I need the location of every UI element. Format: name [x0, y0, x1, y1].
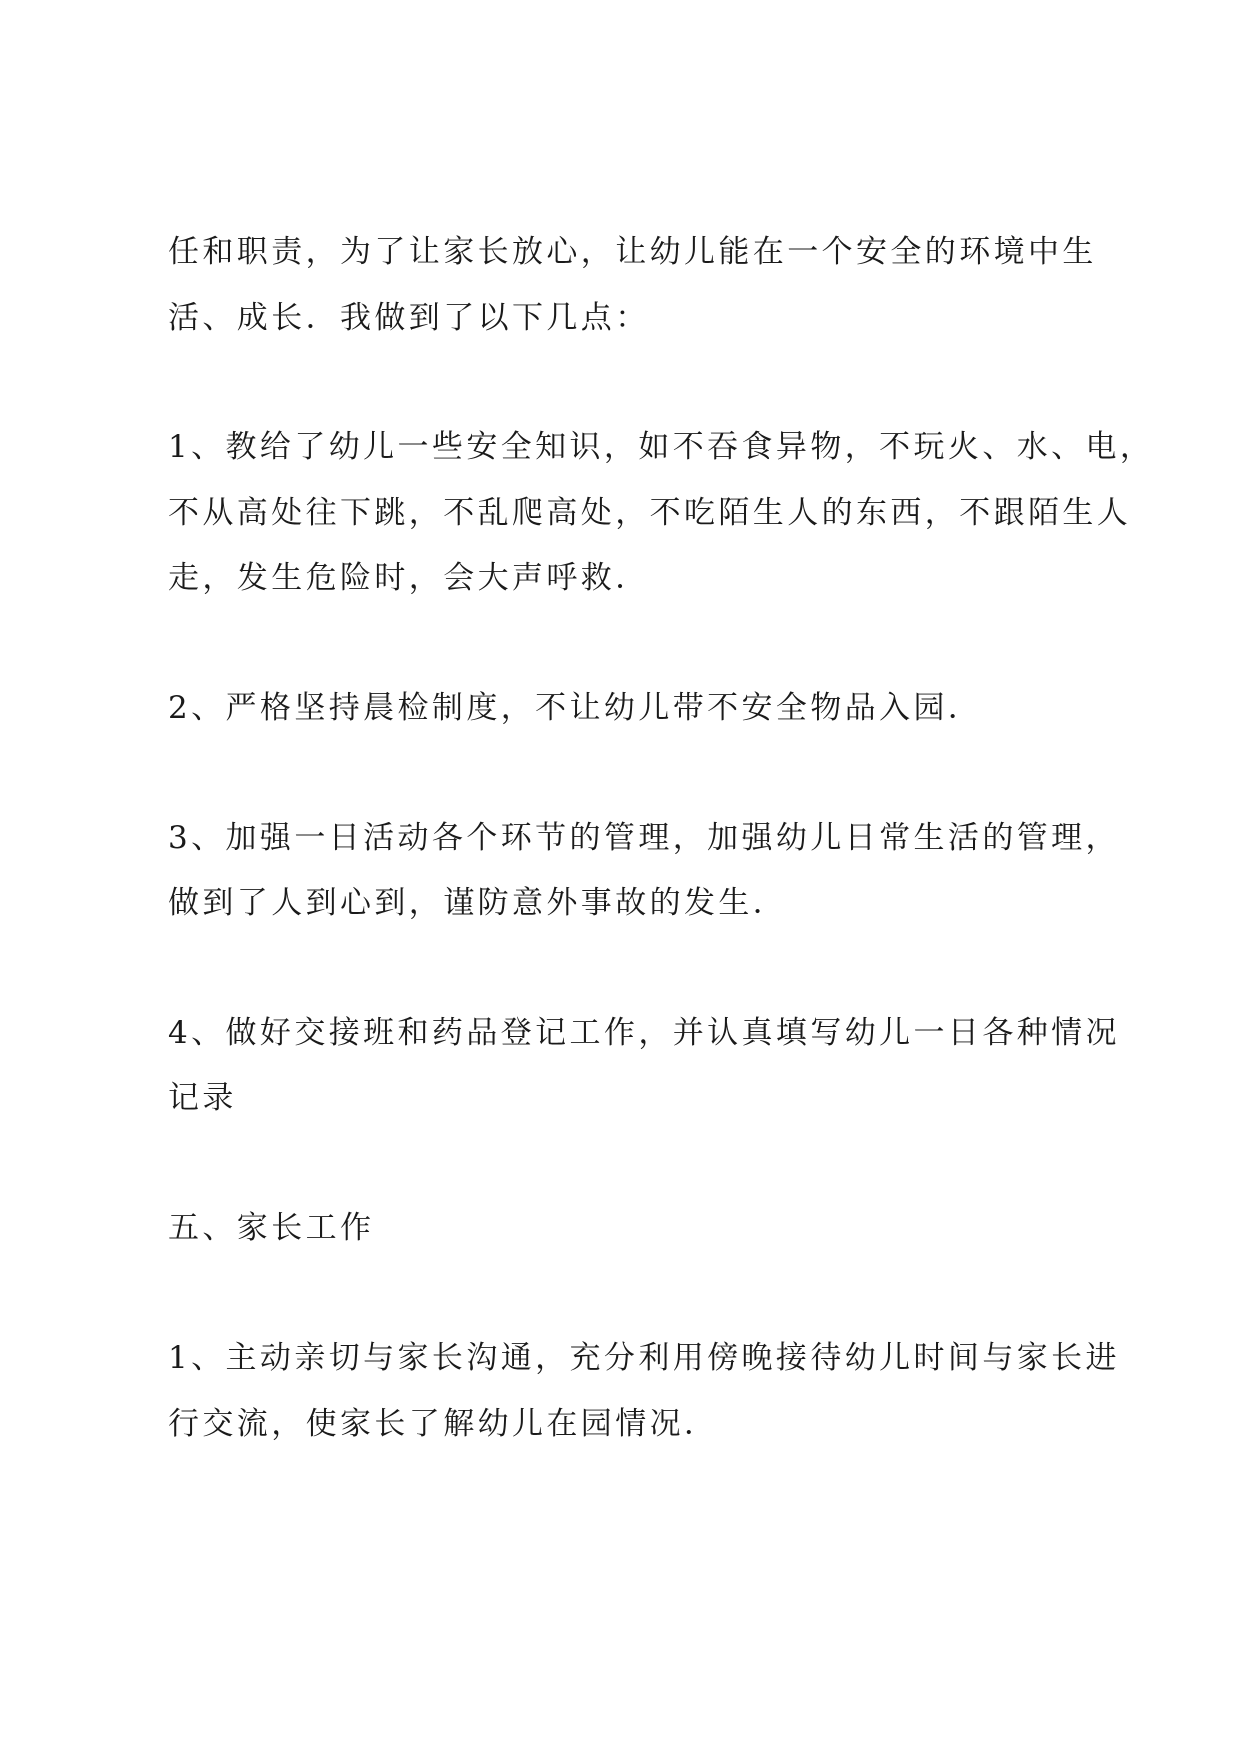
list-item-line: 1、主动亲切与家长沟通，充分利用傍晚接待幼儿时间与家长进	[168, 1340, 1120, 1376]
paragraph-line: 活、成长．我做到了以下几点：	[168, 300, 650, 336]
list-item-line: 走，发生危险时，会大声呼救．	[168, 560, 650, 596]
list-item-line: 行交流，使家长了解幼儿在园情况．	[168, 1406, 719, 1442]
list-item-line: 4、做好交接班和药品登记工作，并认真填写幼儿一日各种情况	[168, 1015, 1120, 1051]
list-item-line: 记录	[168, 1080, 237, 1116]
list-item-line: 做到了人到心到，谨防意外事故的发生．	[168, 885, 788, 921]
list-item-line: 3、加强一日活动各个环节的管理，加强幼儿日常生活的管理，	[168, 820, 1120, 856]
paragraph-line: 任和职责，为了让家长放心，让幼儿能在一个安全的环境中生	[168, 234, 1097, 270]
list-item-line: 1、教给了幼儿一些安全知识，如不吞食异物，不玩火、水、电，	[168, 429, 1155, 465]
list-item-line: 不从高处往下跳，不乱爬高处，不吃陌生人的东西，不跟陌生人	[168, 495, 1132, 531]
section-heading: 五、家长工作	[168, 1210, 375, 1246]
list-item-line: 2、严格坚持晨检制度，不让幼儿带不安全物品入园．	[168, 690, 983, 726]
